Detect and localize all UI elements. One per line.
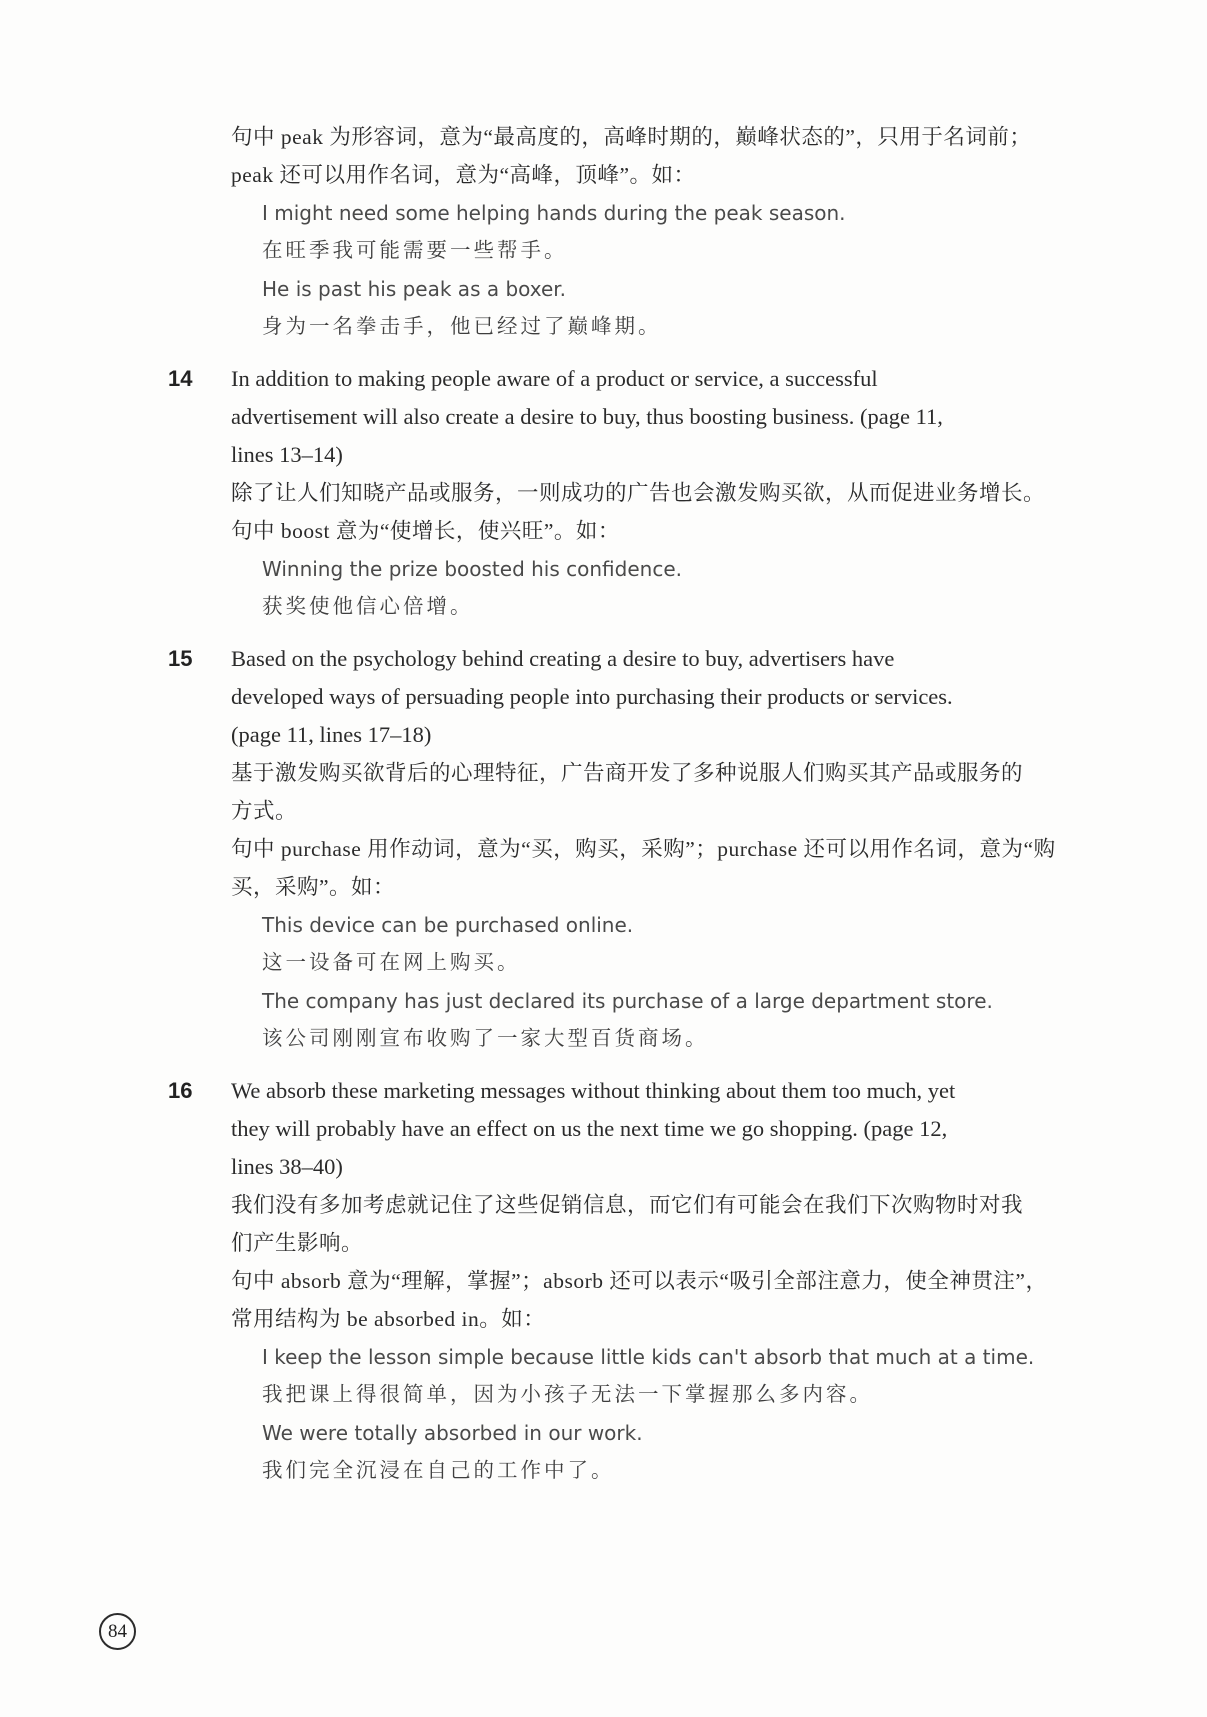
usage-note-line: 句中 peak 为形容词，意为“最高度的，高峰时期的，巅峰状态的”，只用于名词前； [231,125,1032,149]
page-number-badge [99,1613,136,1650]
usage-note-line: 常用结构为 be absorbed in。如： [231,1307,546,1331]
item-16 [168,1072,1048,1490]
usage-note-line: 句中 boost 意为“使增长，使兴旺”。如： [231,519,620,543]
item-english-line: advertisement will also create a desire to buy, thus boosting business. (page 11, [231,404,943,429]
usage-note-line: 句中 absorb 意为“理解，掌握”；absorb 还可以表示“吸引全部注意力，使全神贯注”， [231,1269,1048,1293]
item-chinese-line: 方式。 [231,799,298,823]
item-chinese-line: 我们没有多加考虑就记住了这些促销信息，而它们有可能会在我们下次购物时对我 [231,1193,1024,1217]
usage-note-peak [231,118,1032,346]
item-english-line: (page 11, lines 17–18) [231,722,432,747]
example-sentence-en: He is past his peak as a boxer. [262,277,567,301]
usage-note-line: peak 还可以用作名词，意为“高峰，顶峰”。如： [231,163,696,187]
example-sentence-en: Winning the prize boosted his confidence. [262,557,682,581]
example-sentence-en: The company has just declared its purchase of a large department store. [262,989,993,1013]
item-english-line: lines 13–14) [231,442,343,467]
item-english-line: We absorb these marketing messages without thinking about them too much, yet [231,1078,956,1103]
item-number: 16 [168,1078,193,1103]
example-translation-zh: 在旺季我可能需要一些帮手。 [262,240,568,262]
example-sentence-en: We were totally absorbed in our work. [262,1421,643,1445]
example-translation-zh: 身为一名拳击手，他已经过了巅峰期。 [262,316,662,338]
example-translation-zh: 我把课上得很简单，因为小孩子无法一下掌握那么多内容。 [262,1384,873,1406]
item-chinese-line: 除了让人们知晓产品或服务，一则成功的广告也会激发购买欲，从而促进业务增长。 [231,481,1046,505]
item-number: 14 [168,366,193,391]
example-translation-zh: 我们完全沉浸在自己的工作中了。 [262,1460,615,1482]
example-translation-zh: 该公司刚刚宣布收购了一家大型百货商场。 [262,1028,709,1050]
item-number: 15 [168,646,193,671]
example-sentence-en: I keep the lesson simple because little kids can't absorb that much at a time. [262,1345,1035,1369]
item-15 [168,640,1056,1058]
example-sentence-en: I might need some helping hands during the peak season. [262,201,846,225]
example-translation-zh: 这一设备可在网上购买。 [262,952,521,974]
page-number-text: 84 [108,1620,127,1642]
item-14 [168,360,1046,626]
item-english-line: In addition to making people aware of a product or service, a successful [231,366,878,391]
item-chinese-line: 们产生影响。 [231,1231,364,1255]
usage-note-line: 买，采购”。如： [231,875,396,899]
content-area [168,118,1056,1504]
item-english-line: Based on the psychology behind creating a desire to buy, advertisers have [231,646,895,671]
example-translation-zh: 获奖使他信心倍增。 [262,596,474,618]
item-english-line: developed ways of persuading people into purchasing their products or services. [231,684,953,709]
example-sentence-en: This device can be purchased online. [262,913,634,937]
item-english-line: lines 38–40) [231,1154,343,1179]
usage-note-line: 句中 purchase 用作动词，意为“买，购买，采购”；purchase 还可以用作名词，意为“购 [231,837,1056,861]
item-chinese-line: 基于激发购买欲背后的心理特征，广告商开发了多种说服人们购买其产品或服务的 [231,761,1024,785]
item-english-line: they will probably have an effect on us the next time we go shopping. (page 12, [231,1116,948,1141]
